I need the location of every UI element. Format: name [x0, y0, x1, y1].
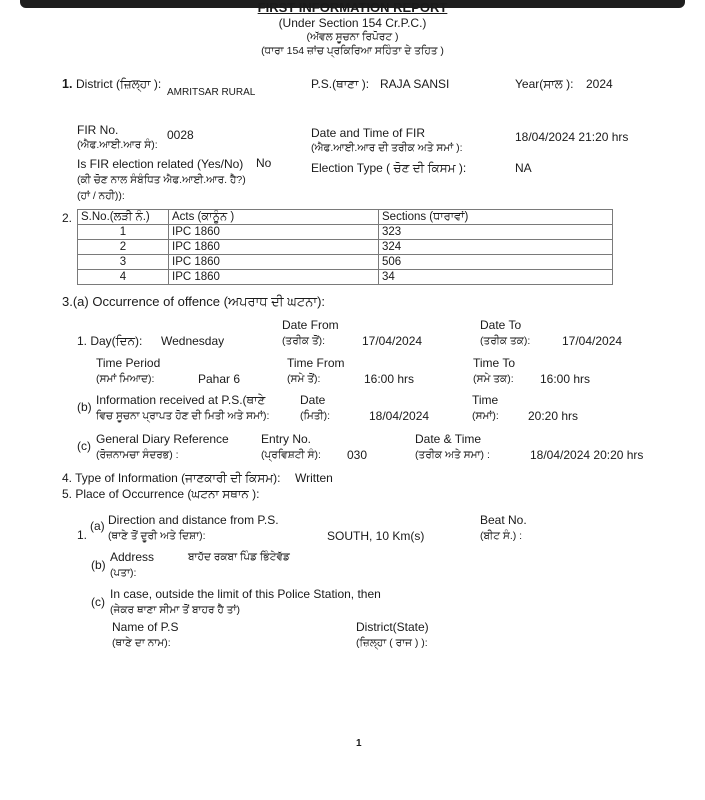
gd-mark: (c) — [77, 439, 91, 453]
direction-value: SOUTH, 10 Km(s) — [327, 529, 425, 543]
received-label-pa: ਵਿਚ ਸੂਚਨਾ ਪ੍ਰਾਪਤ ਹੋਣ ਦੀ ਮਿਤੀ ਅਤੇ ਸਮਾਂ): — [96, 410, 270, 422]
serial-cell: 3 — [78, 255, 169, 270]
place-heading: 5. Place of Occurrence (ਘਟਨਾ ਸਥਾਨ ): — [62, 487, 260, 501]
date-to-label: Date To — [480, 318, 522, 332]
year-value: 2024 — [586, 77, 613, 91]
table-row — [78, 225, 613, 240]
date-to-label-pa: (ਤਰੀਕ ਤਕ): — [480, 335, 531, 347]
election-related-label-pa-2: (ਹਾਂ / ਨਹੀ)): — [77, 190, 125, 202]
table-header-cell: S.No.(ਲੜੀ ਨੰ.) — [78, 210, 169, 225]
beat-no-label-pa: (ਬੀਟ ਸੰ.) : — [480, 530, 523, 542]
table-row — [78, 270, 613, 285]
date-from-label-pa: (ਤਰੀਕ ਤੋਂ): — [282, 335, 326, 347]
district-label: District (ਜ਼ਿਲ੍ਹਾ ): — [76, 77, 162, 91]
section-cell: 506 — [379, 255, 613, 270]
received-label: Information received at P.S.(ਥਾਣੇ — [96, 393, 266, 407]
gd-datetime-value: 18/04/2024 20:20 hrs — [530, 448, 644, 462]
election-related-value: No — [256, 156, 272, 170]
fir-datetime-value: 18/04/2024 21:20 hrs — [515, 130, 629, 144]
place-item-number: 1. — [77, 528, 88, 542]
date-to-value: 17/04/2024 — [562, 334, 623, 348]
received-time-value: 20:20 hrs — [528, 409, 579, 423]
direction-label-pa: (ਥਾਣੇ ਤੋਂ ਦੂਰੀ ਅਤੇ ਦਿਸ਼ਾ): — [108, 530, 206, 542]
entry-no-value: 030 — [347, 448, 368, 462]
table-header-cell: Acts (ਕਾਨੂੰਨ ) — [169, 210, 379, 225]
fir-no-label: FIR No. — [77, 123, 119, 137]
ps-name-label: Name of P.S — [112, 620, 179, 634]
place-b-mark: (b) — [91, 558, 106, 572]
time-from-label: Time From — [287, 356, 345, 370]
address-label-pa: (ਪਤਾ): — [110, 567, 137, 579]
outside-limit-label: In case, outside the limit of this Police Station, then — [110, 587, 381, 601]
fir-no-value: 0028 — [167, 128, 194, 142]
time-to-label-pa: (ਸਮੇ ਤਕ): — [473, 373, 514, 385]
header-line-3: (ਧਾਰਾ 154 ਜ਼ਾਂਚ ਪ੍ਰਕਿਰਿਆ ਸਹਿੰਤਾ ਦੇ ਤਹਿਤ ) — [261, 45, 444, 57]
time-to-value: 16:00 hrs — [540, 372, 591, 386]
received-date-label-pa: (ਮਿਤੀ): — [300, 410, 331, 422]
district-state-label-pa: (ਜ਼ਿਲ੍ਹਾ ( ਰਾਜ ) ): — [356, 637, 428, 649]
time-from-value: 16:00 hrs — [364, 372, 415, 386]
year-label: Year(ਸਾਲ ): — [515, 77, 574, 91]
election-related-label-pa: (ਕੀ ਚੋਣ ਨਾਲ ਸੰਬੰਧਿਤ ਐਫ.ਆਈ.ਆਰ. ਹੈ?) — [77, 174, 246, 186]
act-cell: IPC 1860 — [169, 240, 379, 255]
beat-no-label: Beat No. — [480, 513, 527, 527]
header-line-2: (ਅੱਵਲ ਸੂਚਨਾ ਰਿਪੋਰਟ ) — [306, 31, 399, 43]
election-type-value: NA — [515, 161, 532, 175]
fir-datetime-label-pa: (ਐਫ.ਆਈ.ਆਰ ਦੀ ਤਰੀਕ ਅਤੇ ਸਮਾਂ ): — [311, 142, 463, 154]
day-label: 1. Day(ਦਿਨ): — [77, 334, 143, 348]
table-header-cell: Sections (ਧਾਰਾਵਾਂ) — [379, 210, 613, 225]
page-number: 1 — [356, 738, 362, 749]
date-from-label: Date From — [282, 318, 339, 332]
received-time-label-pa: (ਸਮਾਂ): — [472, 410, 499, 422]
section-cell: 34 — [379, 270, 613, 285]
info-type-label: 4. Type of Information (ਜਾਣਕਾਰੀ ਦੀ ਕਿਸਮ): — [62, 471, 281, 485]
district-state-label: District(State) — [356, 620, 429, 634]
table-row — [78, 240, 613, 255]
info-type-value: Written — [295, 471, 333, 485]
election-related-label: Is FIR election related (Yes/No) — [77, 157, 244, 171]
received-date-value: 18/04/2024 — [369, 409, 430, 423]
ps-label: P.S.(ਥਾਣਾ ): — [311, 77, 370, 91]
serial-cell: 2 — [78, 240, 169, 255]
time-to-label: Time To — [473, 356, 516, 370]
place-c-mark: (c) — [91, 595, 105, 609]
gd-label-pa: (ਰੋਜ਼ਨਾਮਚਾ ਸੰਦਰਭ) : — [96, 449, 179, 461]
gd-datetime-label-pa: (ਤਰੀਕ ਅਤੇ ਸਮਾ) : — [415, 449, 490, 461]
received-mark: (b) — [77, 400, 92, 414]
acts-table — [77, 209, 613, 285]
district-value: AMRITSAR RURAL — [167, 87, 256, 98]
table-row — [78, 255, 613, 270]
section-cell: 324 — [379, 240, 613, 255]
address-value: ਬਾਹੱਦ ਰਕਬਾ ਪਿੰਡ ਭਿੰਟੇਵੱਡ — [188, 551, 290, 563]
serial-cell: 1 — [78, 225, 169, 240]
section-cell: 323 — [379, 225, 613, 240]
received-time-label: Time — [472, 393, 499, 407]
report-title: FIRST INFORMATION REPORT — [257, 0, 448, 15]
time-period-label: Time Period — [96, 356, 161, 370]
place-a-mark: (a) — [90, 519, 105, 533]
act-cell: IPC 1860 — [169, 225, 379, 240]
time-from-label-pa: (ਸਮੇ ਤੋਂ): — [287, 373, 321, 385]
received-date-label: Date — [300, 393, 326, 407]
time-period-value: Pahar 6 — [198, 372, 241, 386]
fir-no-label-pa: (ਐਫ.ਆਈ.ਆਰ ਸੰ): — [77, 139, 158, 151]
gd-label: General Diary Reference — [96, 432, 229, 446]
election-type-label: Election Type ( ਚੋਣ ਦੀ ਕਿਸਮ ): — [311, 161, 467, 175]
entry-no-label: Entry No. — [261, 432, 312, 446]
act-cell: IPC 1860 — [169, 270, 379, 285]
address-label: Address — [110, 550, 155, 564]
header-line-1: (Under Section 154 Cr.P.C.) — [278, 16, 427, 30]
direction-label: Direction and distance from P.S. — [108, 513, 279, 527]
fir-datetime-label: Date and Time of FIR — [311, 126, 426, 140]
ps-value: RAJA SANSI — [380, 77, 450, 91]
date-from-value: 17/04/2024 — [362, 334, 423, 348]
serial-cell: 4 — [78, 270, 169, 285]
ps-name-label-pa: (ਥਾਣੇ ਦਾ ਨਾਮ): — [112, 637, 171, 649]
gd-datetime-label: Date & Time — [415, 432, 482, 446]
day-value: Wednesday — [161, 334, 225, 348]
acts-table-header — [78, 210, 613, 225]
occurrence-heading: 3.(a) Occurrence of offence (ਅਪਰਾਧ ਦੀ ਘਟਨਾ): — [62, 294, 326, 309]
section-2-number: 2. — [62, 211, 73, 225]
outside-limit-label-pa: (ਜੇਕਰ ਥਾਣਾ ਸੀਮਾ ਤੋਂ ਬਾਹਰ ਹੈ ਤਾਂ) — [110, 604, 240, 616]
act-cell: IPC 1860 — [169, 255, 379, 270]
section-1-number: 1. — [62, 77, 73, 91]
time-period-label-pa: (ਸਮਾਂ ਮਿਆਦ): — [96, 373, 155, 385]
entry-no-label-pa: (ਪ੍ਰਵਿਸ਼ਟੀ ਸੰ): — [261, 449, 321, 461]
